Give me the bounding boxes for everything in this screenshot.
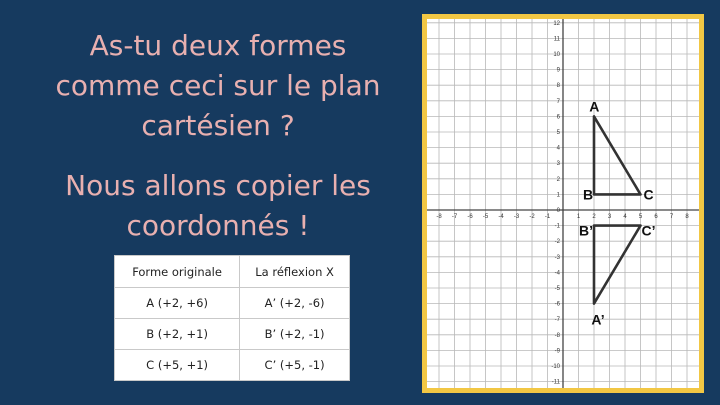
y-tick-label: -6 bbox=[554, 301, 560, 308]
y-tick-label: 4 bbox=[556, 145, 560, 152]
x-tick-label: -6 bbox=[467, 214, 473, 220]
y-tick-label: -8 bbox=[554, 332, 560, 339]
y-tick-label: 5 bbox=[556, 130, 560, 136]
question-line-1: As-tu deux formes bbox=[89, 29, 347, 62]
header-original-shape: Forme originale bbox=[115, 256, 240, 288]
x-tick-label: -7 bbox=[451, 214, 458, 220]
axes bbox=[427, 19, 699, 388]
x-tick-label: 5 bbox=[638, 214, 643, 220]
cell-reflection-c: C’ (+5, -1) bbox=[240, 350, 350, 381]
cartesian-plane bbox=[427, 19, 699, 388]
reflected-triangle bbox=[594, 226, 641, 304]
y-tick-label: -1 bbox=[554, 223, 560, 230]
point-label-a: A bbox=[589, 98, 600, 115]
point-labels bbox=[576, 98, 656, 328]
y-tick-label: 0 bbox=[556, 208, 560, 214]
x-tick-label: -5 bbox=[482, 214, 489, 220]
y-tick-label: -7 bbox=[554, 317, 560, 324]
y-tick-label: -11 bbox=[551, 379, 560, 386]
point-label-b: B bbox=[582, 186, 594, 203]
y-tick-label: 6 bbox=[556, 114, 560, 121]
y-tick-label: 2 bbox=[556, 176, 560, 183]
copy-line-1: Nous allons copier les bbox=[65, 169, 371, 202]
x-tick-label: -1 bbox=[544, 214, 551, 220]
table-row bbox=[115, 288, 350, 319]
y-tick-label: -9 bbox=[554, 348, 560, 355]
y-tick-label: 10 bbox=[553, 52, 560, 58]
point-label-b-prime: B’ bbox=[579, 222, 593, 239]
y-tick-label: 12 bbox=[553, 20, 560, 27]
cell-original-b: B (+2, +1) bbox=[115, 319, 240, 350]
point-label-a-prime: A’ bbox=[591, 311, 605, 328]
x-tick-label: 8 bbox=[685, 214, 689, 220]
x-tick-label: 2 bbox=[592, 214, 596, 220]
y-tick-label: -10 bbox=[551, 364, 560, 370]
point-label-c: C bbox=[643, 186, 654, 203]
x-tick-label: -3 bbox=[513, 214, 520, 220]
header-x-reflection: La réflexion X bbox=[240, 256, 350, 288]
cell-original-c: C (+5, +1) bbox=[115, 350, 240, 381]
y-tick-label: -5 bbox=[554, 286, 560, 292]
question-text bbox=[28, 26, 408, 146]
copy-instruction-text bbox=[28, 166, 408, 246]
x-tick-label: 6 bbox=[654, 214, 658, 220]
question-line-2: comme ceci sur le plan bbox=[55, 69, 381, 102]
question-line-3: cartésien ? bbox=[141, 109, 295, 142]
y-tick-label: 1 bbox=[556, 192, 560, 199]
x-tick-label: 3 bbox=[607, 214, 612, 220]
table-row bbox=[115, 319, 350, 350]
cell-reflection-b: B’ (+2, -1) bbox=[240, 319, 350, 350]
cell-original-a: A (+2, +6) bbox=[115, 288, 240, 319]
y-tick-label: -3 bbox=[554, 254, 560, 261]
table-row bbox=[115, 350, 350, 381]
x-tick-label: -4 bbox=[498, 214, 504, 220]
y-tick-label: 9 bbox=[556, 67, 560, 74]
x-tick-label: -2 bbox=[529, 214, 535, 220]
table-header-row bbox=[115, 256, 350, 288]
cell-reflection-a: A’ (+2, -6) bbox=[240, 288, 350, 319]
x-tick-label: 1 bbox=[576, 214, 581, 220]
y-tick-label: 3 bbox=[556, 161, 560, 168]
x-tick-label: 7 bbox=[669, 214, 674, 220]
coordinates-table bbox=[114, 255, 350, 381]
y-tick-label: 8 bbox=[556, 83, 560, 90]
original-triangle bbox=[594, 116, 641, 194]
y-tick-label: 11 bbox=[553, 36, 560, 43]
copy-line-2: coordonnés ! bbox=[126, 209, 310, 242]
y-tick-label: 7 bbox=[556, 98, 560, 105]
y-tick-label: -4 bbox=[554, 270, 560, 277]
point-label-c-prime: C’ bbox=[641, 222, 656, 239]
x-tick-label: -8 bbox=[436, 214, 442, 220]
x-tick-label: 4 bbox=[623, 214, 627, 220]
y-tick-label: -2 bbox=[554, 239, 560, 246]
